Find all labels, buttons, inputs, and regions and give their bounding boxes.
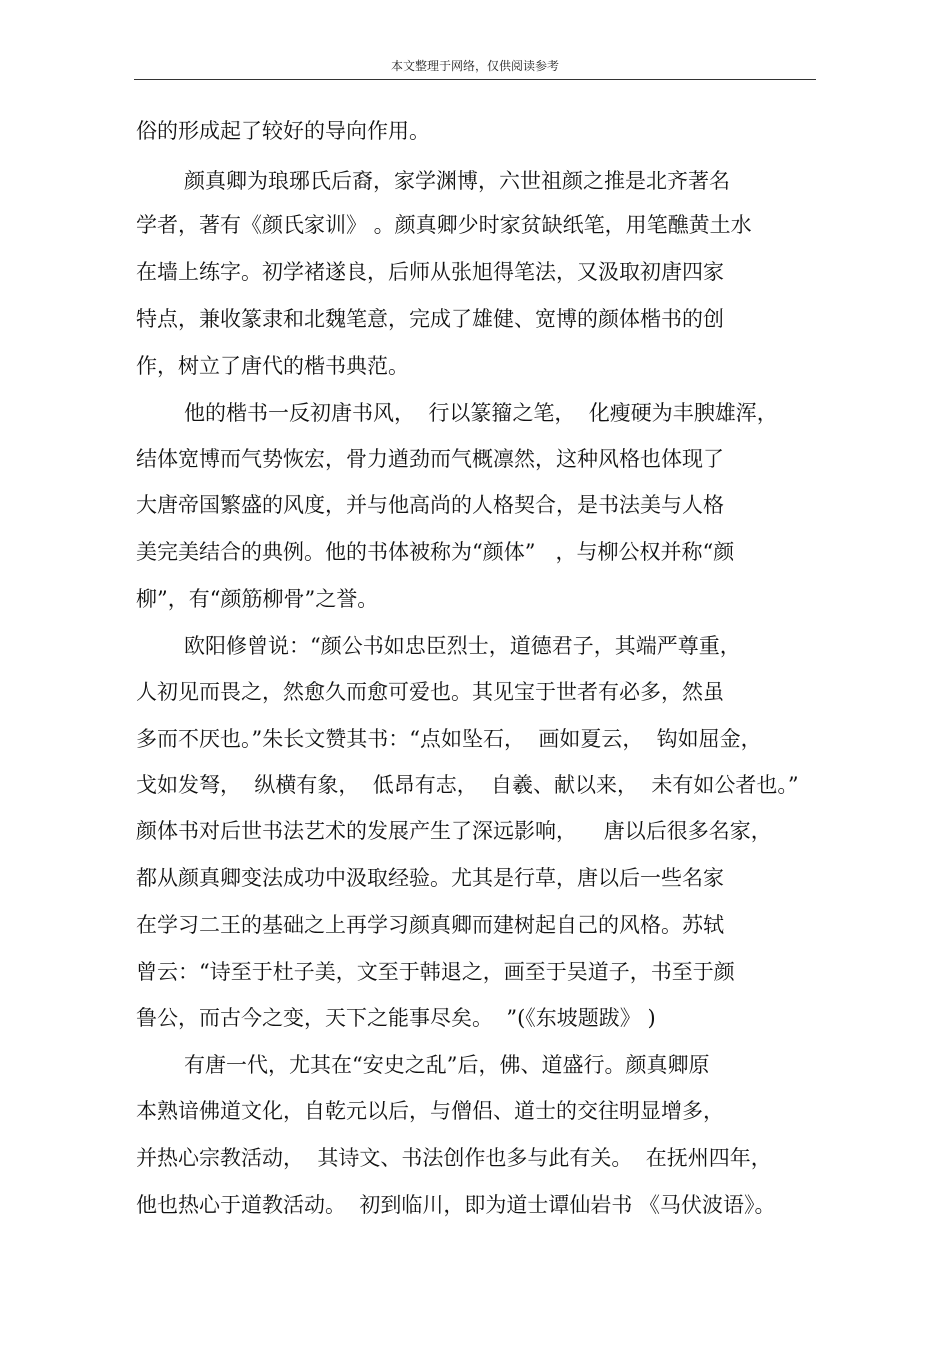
text-line: 人初见而畏之，然愈久而愈可爱也。其见宝于世者有必多，然虽 <box>136 680 724 704</box>
text-line: 颜体书对后世书法艺术的发展产生了深远影响， 唐以后很多名家， <box>136 819 772 843</box>
text-line: 并热心宗教活动， 其诗文、书法创作也多与此有关。 在抚州四年， <box>136 1146 772 1170</box>
text-line: 他的楷书一反初唐书风， 行以篆籀之笔， 化瘦硬为丰腴雄浑， <box>184 401 778 425</box>
text-line: 有唐一代，尤其在“安史之乱”后，佛、道盛行。颜真卿原 <box>184 1053 710 1077</box>
text-line: 作，树立了唐代的楷书典范。 <box>136 354 409 378</box>
text-line: 学者，著有《颜氏家训》 。颜真卿少时家贫缺纸笔，用笔醮黄土水 <box>136 213 752 237</box>
text-line: 结体宽博而气势恢宏，骨力遒劲而气概凛然，这种风格也体现了 <box>136 447 724 471</box>
text-line: 颜真卿为琅琊氏后裔，家学渊博，六世祖颜之推是北齐著名 <box>184 169 730 193</box>
text-line: 美完美结合的典例。他的书体被称为“颜体” ，与柳公权并称“颜 <box>136 540 735 564</box>
text-line: 大唐帝国繁盛的风度，并与他高尚的人格契合，是书法美与人格 <box>136 493 724 517</box>
text-line: 俗的形成起了较好的导向作用。 <box>136 119 430 143</box>
text-line: 特点，兼收篆隶和北魏笔意，完成了雄健、宽博的颜体楷书的创 <box>136 307 724 331</box>
text-line: 鲁公，而古今之变，天下之能事尽矣。 ”(《东坡题跋》 ) <box>136 1006 656 1030</box>
text-line: 在学习二王的基础之上再学习颜真卿而建树起自己的风格。苏轼 <box>136 913 724 937</box>
text-line: 柳”，有“颜筋柳骨”之誉。 <box>136 587 379 611</box>
text-line: 在墙上练字。初学褚遂良，后师从张旭得笔法，又汲取初唐四家 <box>136 260 724 284</box>
text-line: 本熟谙佛道文化，自乾元以后，与僧侣、道士的交往明显增多， <box>136 1099 724 1123</box>
text-line: 戈如发弩， 纵横有象， 低昂有志， 自羲、献以来， 未有如公者也。” <box>136 773 799 797</box>
text-line: 曾云：“诗至于杜子美，文至于韩退之，画至于吴道子，书至于颜 <box>136 960 735 984</box>
text-line: 他也热心于道教活动。 初到临川，即为道士谭仙岩书 《马伏波语》。 <box>136 1193 776 1217</box>
text-line: 都从颜真卿变法成功中汲取经验。尤其是行草，唐以后一些名家 <box>136 866 724 890</box>
text-line: 多而不厌也。”朱长文赞其书：“点如坠石， 画如夏云， 钩如屈金， <box>136 727 762 751</box>
page-header-note: 本文整理于网络，仅供阅读参考 <box>390 59 559 73</box>
text-line: 欧阳修曾说：“颜公书如忠臣烈士，道德君子，其端严尊重， <box>184 634 741 658</box>
